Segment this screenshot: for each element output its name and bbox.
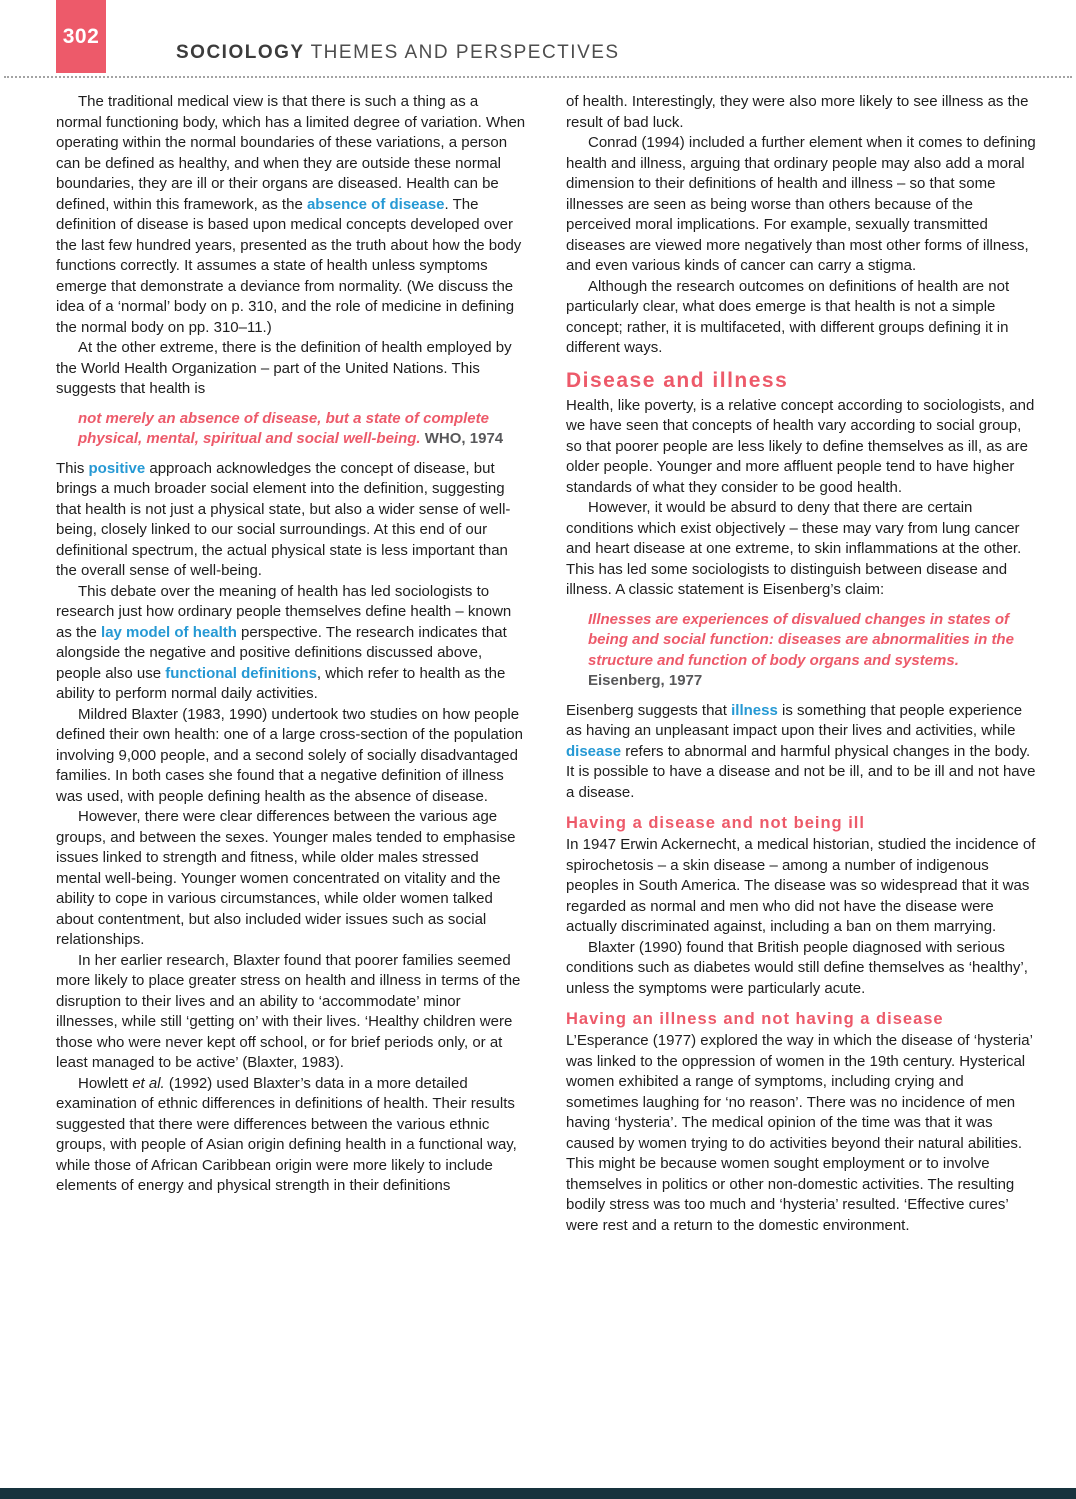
paragraph — [56, 807, 526, 951]
dotted-divider — [4, 76, 1072, 78]
paragraph — [56, 92, 526, 338]
paragraph — [566, 1031, 1036, 1236]
book-title — [176, 42, 620, 64]
right-column — [566, 92, 1036, 1236]
paragraph — [566, 498, 1036, 601]
page-header — [0, 0, 1076, 78]
text-run: approach acknowledges the concept of disease, but brings a much broader social element into the definition, suggesting that health is not just a physical state, but also a wider sense of well-being, closely linked to our social surroundings. At this end of our definitional spectrum, the actual physical state is less important than the overall sense of well-being. — [56, 459, 511, 579]
text-run: Eisenberg suggests that — [566, 701, 732, 719]
text-run: of health. Interestingly, they were also more likely to see illness as the result of bad luck. — [566, 93, 1029, 131]
text-run: L’Esperance (1977) explored the way in which the disease of ‘hysteria’ was linked to the oppression of women in the 19th century. Hysterical women exhibited a range of symptoms, including crying and sometimes laughing for ‘no reason’. There was no incidence of men having ‘hysteria’. The medical opinion of the time was that it was caused by women trying to do activities beyond their natural abilities. This might be because women sought employment or to involve themselves in politics or other non-domestic activities. The resulting bodily stress was too much and ‘hysteria’ resulted. ‘Effective cures’ were rest and a return to the domestic environment. — [566, 1032, 1033, 1234]
subsection-heading: Having an illness and not having a disease — [566, 1010, 944, 1028]
paragraph — [56, 338, 526, 400]
text-run: At the other extreme, there is the definition of health employed by the World Health Organization – part of the United Nations. This suggests that health is — [56, 339, 512, 397]
text-run: In 1947 Erwin Ackernecht, a medical historian, studied the incidence of spirochetosis – a skin disease – among a number of indigenous peoples in South America. The disease was so widespread that it was regarded as normal and men who did not have the disease were actually discriminated against, including a ban on them marrying. — [566, 836, 1036, 935]
left-column — [56, 92, 526, 1236]
key-term: disease — [566, 742, 622, 760]
text-run: The traditional medical view is that there is such a thing as a normal functioning body, which has a limited degree of variation. When operating within the normal boundaries of these variations, a person can be defined as healthy, and when they are outside these normal boundaries, they are ill or their organs are diseased. Health can be defined, within this framework, as the — [56, 93, 526, 213]
text-run: is something that people experience as having an unpleasant impact upon their lives and activities, while — [566, 701, 1023, 739]
text-run: perspective. The research indicates that alongside the negative and positive definitions discussed above, people also use — [56, 623, 507, 682]
text-run: In her earlier research, Blaxter found that poorer families seemed more likely to place greater stress on health and illness in terms of the disruption to their lives and an ability to ‘accommodate’ minor illnesses, while still ‘getting on’ with their lives. ‘Healthy children were those who were never kept off school, or for brief periods only, or at least managed to be active’ (Blaxter, 1983). — [56, 951, 521, 1071]
quote-attribution: WHO, 1974 — [424, 430, 504, 447]
paragraph — [566, 277, 1036, 359]
page-number-badge — [56, 0, 106, 73]
text-run: However, there were clear differences between the various age groups, and between the sexes. Younger males tended to emphasise issues linked to strength and fitness, while older males stressed mental well-being. Younger women concentrated on vitality and the ability to cope in various circumstances, while older women talked about contentment, but also included wider issues such as social relationships. — [56, 808, 516, 948]
paragraph — [566, 938, 1036, 1000]
key-term: lay model of health — [101, 623, 237, 641]
text-run: This — [56, 459, 89, 477]
paragraph — [56, 951, 526, 1074]
quote-attribution: Eisenberg, 1977 — [588, 672, 703, 689]
text-run: Howlett — [78, 1074, 133, 1092]
book-title-rest: THEMES AND PERSPECTIVES — [310, 42, 620, 63]
paragraph — [566, 835, 1036, 938]
key-term: positive — [88, 459, 146, 477]
paragraph — [56, 1074, 526, 1197]
text-run: Mildred Blaxter (1983, 1990) undertook two studies on how people defined their own health: one of a large cross-section of the population involving 9,000 people, and a second solely of socially disadvantaged families. In both cases she found that a negative definition of illness was used, with people defining health as the absence of disease. — [56, 705, 523, 805]
text-run: This debate over the meaning of health has led sociologists to research just how ordinary people themselves define health – known as the — [56, 582, 512, 641]
section-heading: Disease and illness — [566, 368, 789, 392]
text-run: , which refer to health as the ability to perform normal daily activities. — [56, 664, 506, 702]
paragraph — [566, 396, 1036, 499]
book-title-bold: SOCIOLOGY — [176, 42, 305, 63]
paragraph — [566, 701, 1036, 804]
text-run: refers to abnormal and harmful physical changes in the body. It is possible to have a disease and not be ill, and to be ill and not have a disease. — [566, 742, 1036, 801]
paragraph — [566, 133, 1036, 277]
text-run: Illnesses are experiences of disvalued changes in states of being and social function: diseases are abnormalities in the structure and function of body organs and systems. — [588, 610, 1014, 669]
key-term: absence of disease — [306, 195, 445, 213]
block-quote — [588, 610, 1018, 692]
text-run: (1992) used Blaxter’s data in a more detailed examination of ethnic differences in definitions of health. Their results suggested that there were differences between the various ethnic groups, with people of Asian origin defining health in a functional way, while those of African Caribbean origin were more likely to include elements of energy and physical strength in their definitions — [56, 1074, 517, 1194]
text-run: not merely an absence of disease, but a state of complete physical, mental, spiritual and social well-being. — [78, 409, 489, 447]
page-number: 302 — [62, 24, 100, 48]
paragraph — [566, 92, 1036, 133]
subsection-heading: Having a disease and not being ill — [566, 814, 865, 832]
text-run: Blaxter (1990) found that British people diagnosed with serious conditions such as diabetes would still define themselves as ‘healthy’, unless the symptoms were particularly acute. — [566, 938, 1028, 997]
text-run: However, it would be absurd to deny that there are certain conditions which exist objectively – these may vary from lung cancer and heart disease at one extreme, to skin inflammations at the other. This has led some sociologists to distinguish between disease and illness. A classic statement is Eisenberg’s claim: — [566, 499, 1022, 598]
key-term: functional definitions — [165, 664, 317, 682]
footer-bar — [0, 1488, 1076, 1499]
paragraph — [56, 459, 526, 582]
two-column-layout — [0, 78, 1076, 1236]
text-run: . The definition of disease is based upon medical concepts developed over the last few hundred years, presented as the truth about how the body functions correctly. It assumes a state of health unless symptoms emerge that demonstrate a deviance from normality. (We discuss the idea of a ‘normal’ body on p. 310, and the role of medicine in defining the normal body on pp. 310–11.) — [56, 195, 522, 336]
paragraph — [56, 705, 526, 808]
text-run: Health, like poverty, is a relative concept according to sociologists, and we have seen that concepts of health vary according to social group, so that poorer people are less likely to define themselves as ill, as are older people. Younger and more affluent people tend to have higher standards of what they consider to be good health. — [566, 396, 1035, 496]
text-run: Conrad (1994) included a further element when it comes to defining health and illness, arguing that ordinary people may also add a moral dimension to their definitions of health and illness – so that some illnesses are seen as being worse than others because of the perceived moral implications. For example, sexually transmitted diseases are viewed more negatively than most other forms of illness, and even various kinds of cancer can carry a stigma. — [566, 134, 1036, 274]
block-quote — [78, 409, 508, 450]
text-run: Although the research outcomes on definitions of health are not particularly clear, what does emerge is that health is not a simple concept; rather, it is multifaceted, with different groups defining it in different ways. — [566, 277, 1010, 356]
italic-text: et al. — [132, 1074, 165, 1092]
key-term: illness — [731, 701, 778, 719]
paragraph — [56, 582, 526, 705]
